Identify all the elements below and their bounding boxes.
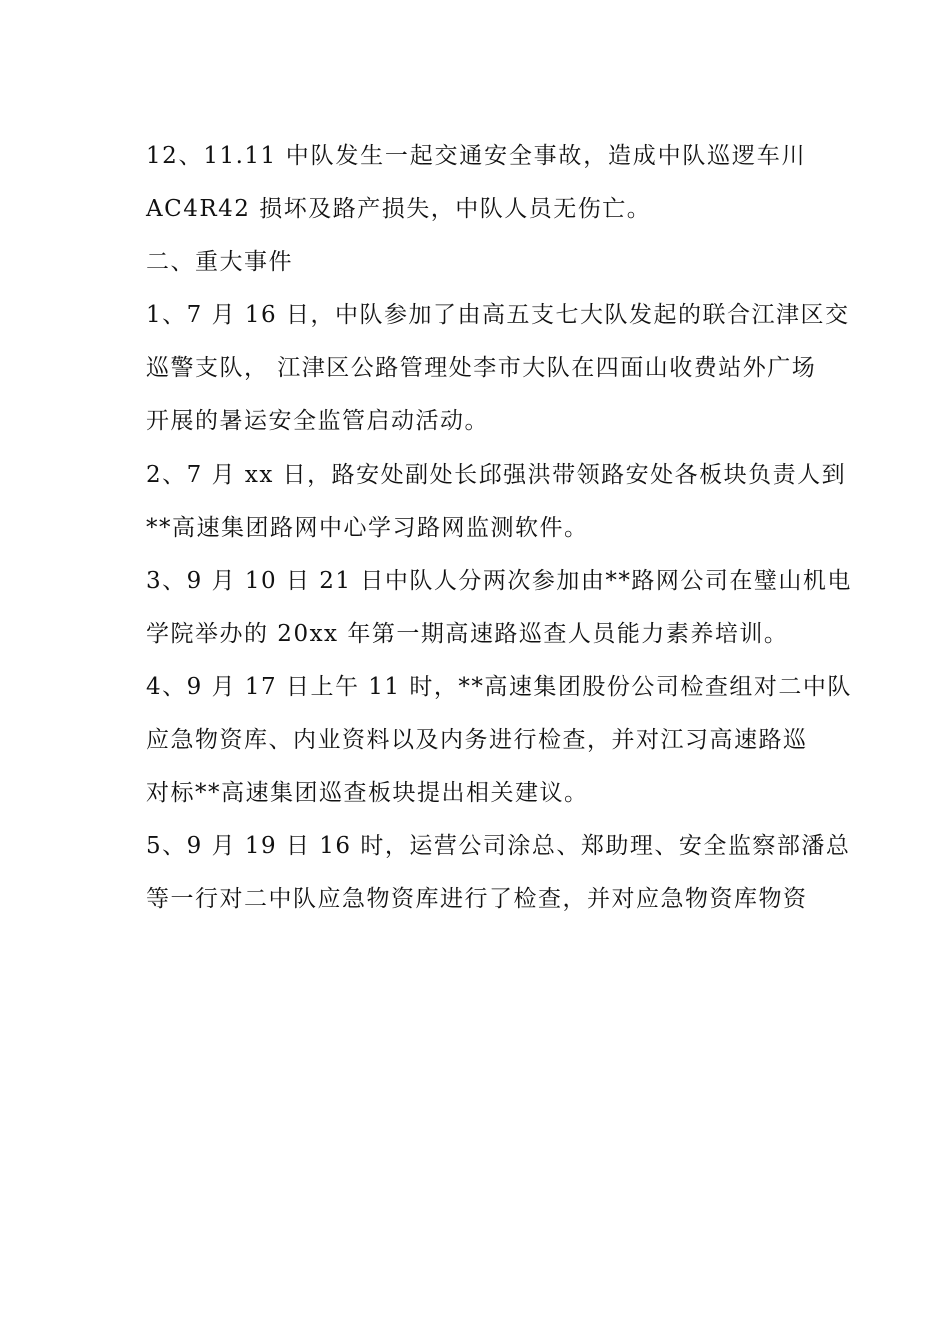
- text-line-7: 2、7 月 xx 日，路安处副处长邱强洪带领路安处各板块负责人到: [146, 461, 847, 488]
- document-body: [146, 130, 852, 926]
- text-line-11: 4、9 月 17 日上午 11 时，**高速集团股份公司检查组对二中队: [146, 673, 852, 700]
- text-line-14: 5、9 月 19 日 16 时，运营公司涂总、郑助理、安全监察部潘总: [146, 833, 851, 860]
- text-line-4: 1、7 月 16 日，中队参加了由高五支七大队发起的联合江津区交: [146, 302, 850, 329]
- text-line-5: 巡警支队， 江津区公路管理处李市大队在四面山收费站外广场: [146, 355, 817, 382]
- text-line-8: **高速集团路网中心学习路网监测软件。: [146, 514, 589, 541]
- section-heading: 二、重大事件: [146, 249, 293, 276]
- text-line-2: AC4R42 损坏及路产损失，中队人员无伤亡。: [146, 196, 652, 223]
- text-line-10: 学院举办的 20xx 年第一期高速路巡查人员能力素养培训。: [146, 620, 789, 647]
- text-line-1: 12、11.11 中队发生一起交通安全事故，造成中队巡逻车川: [146, 143, 806, 169]
- text-line-13: 对标**高速集团巡查板块提出相关建议。: [146, 780, 589, 807]
- text-line-15: 等一行对二中队应急物资库进行了检查，并对应急物资库物资: [146, 886, 808, 913]
- text-line-9: 3、9 月 10 日 21 日中队人分两次参加由**路网公司在璧山机电: [146, 567, 852, 594]
- text-line-6: 开展的暑运安全监管启动活动。: [146, 408, 489, 435]
- text-line-12: 应急物资库、内业资料以及内务进行检查，并对江习高速路巡: [146, 727, 808, 754]
